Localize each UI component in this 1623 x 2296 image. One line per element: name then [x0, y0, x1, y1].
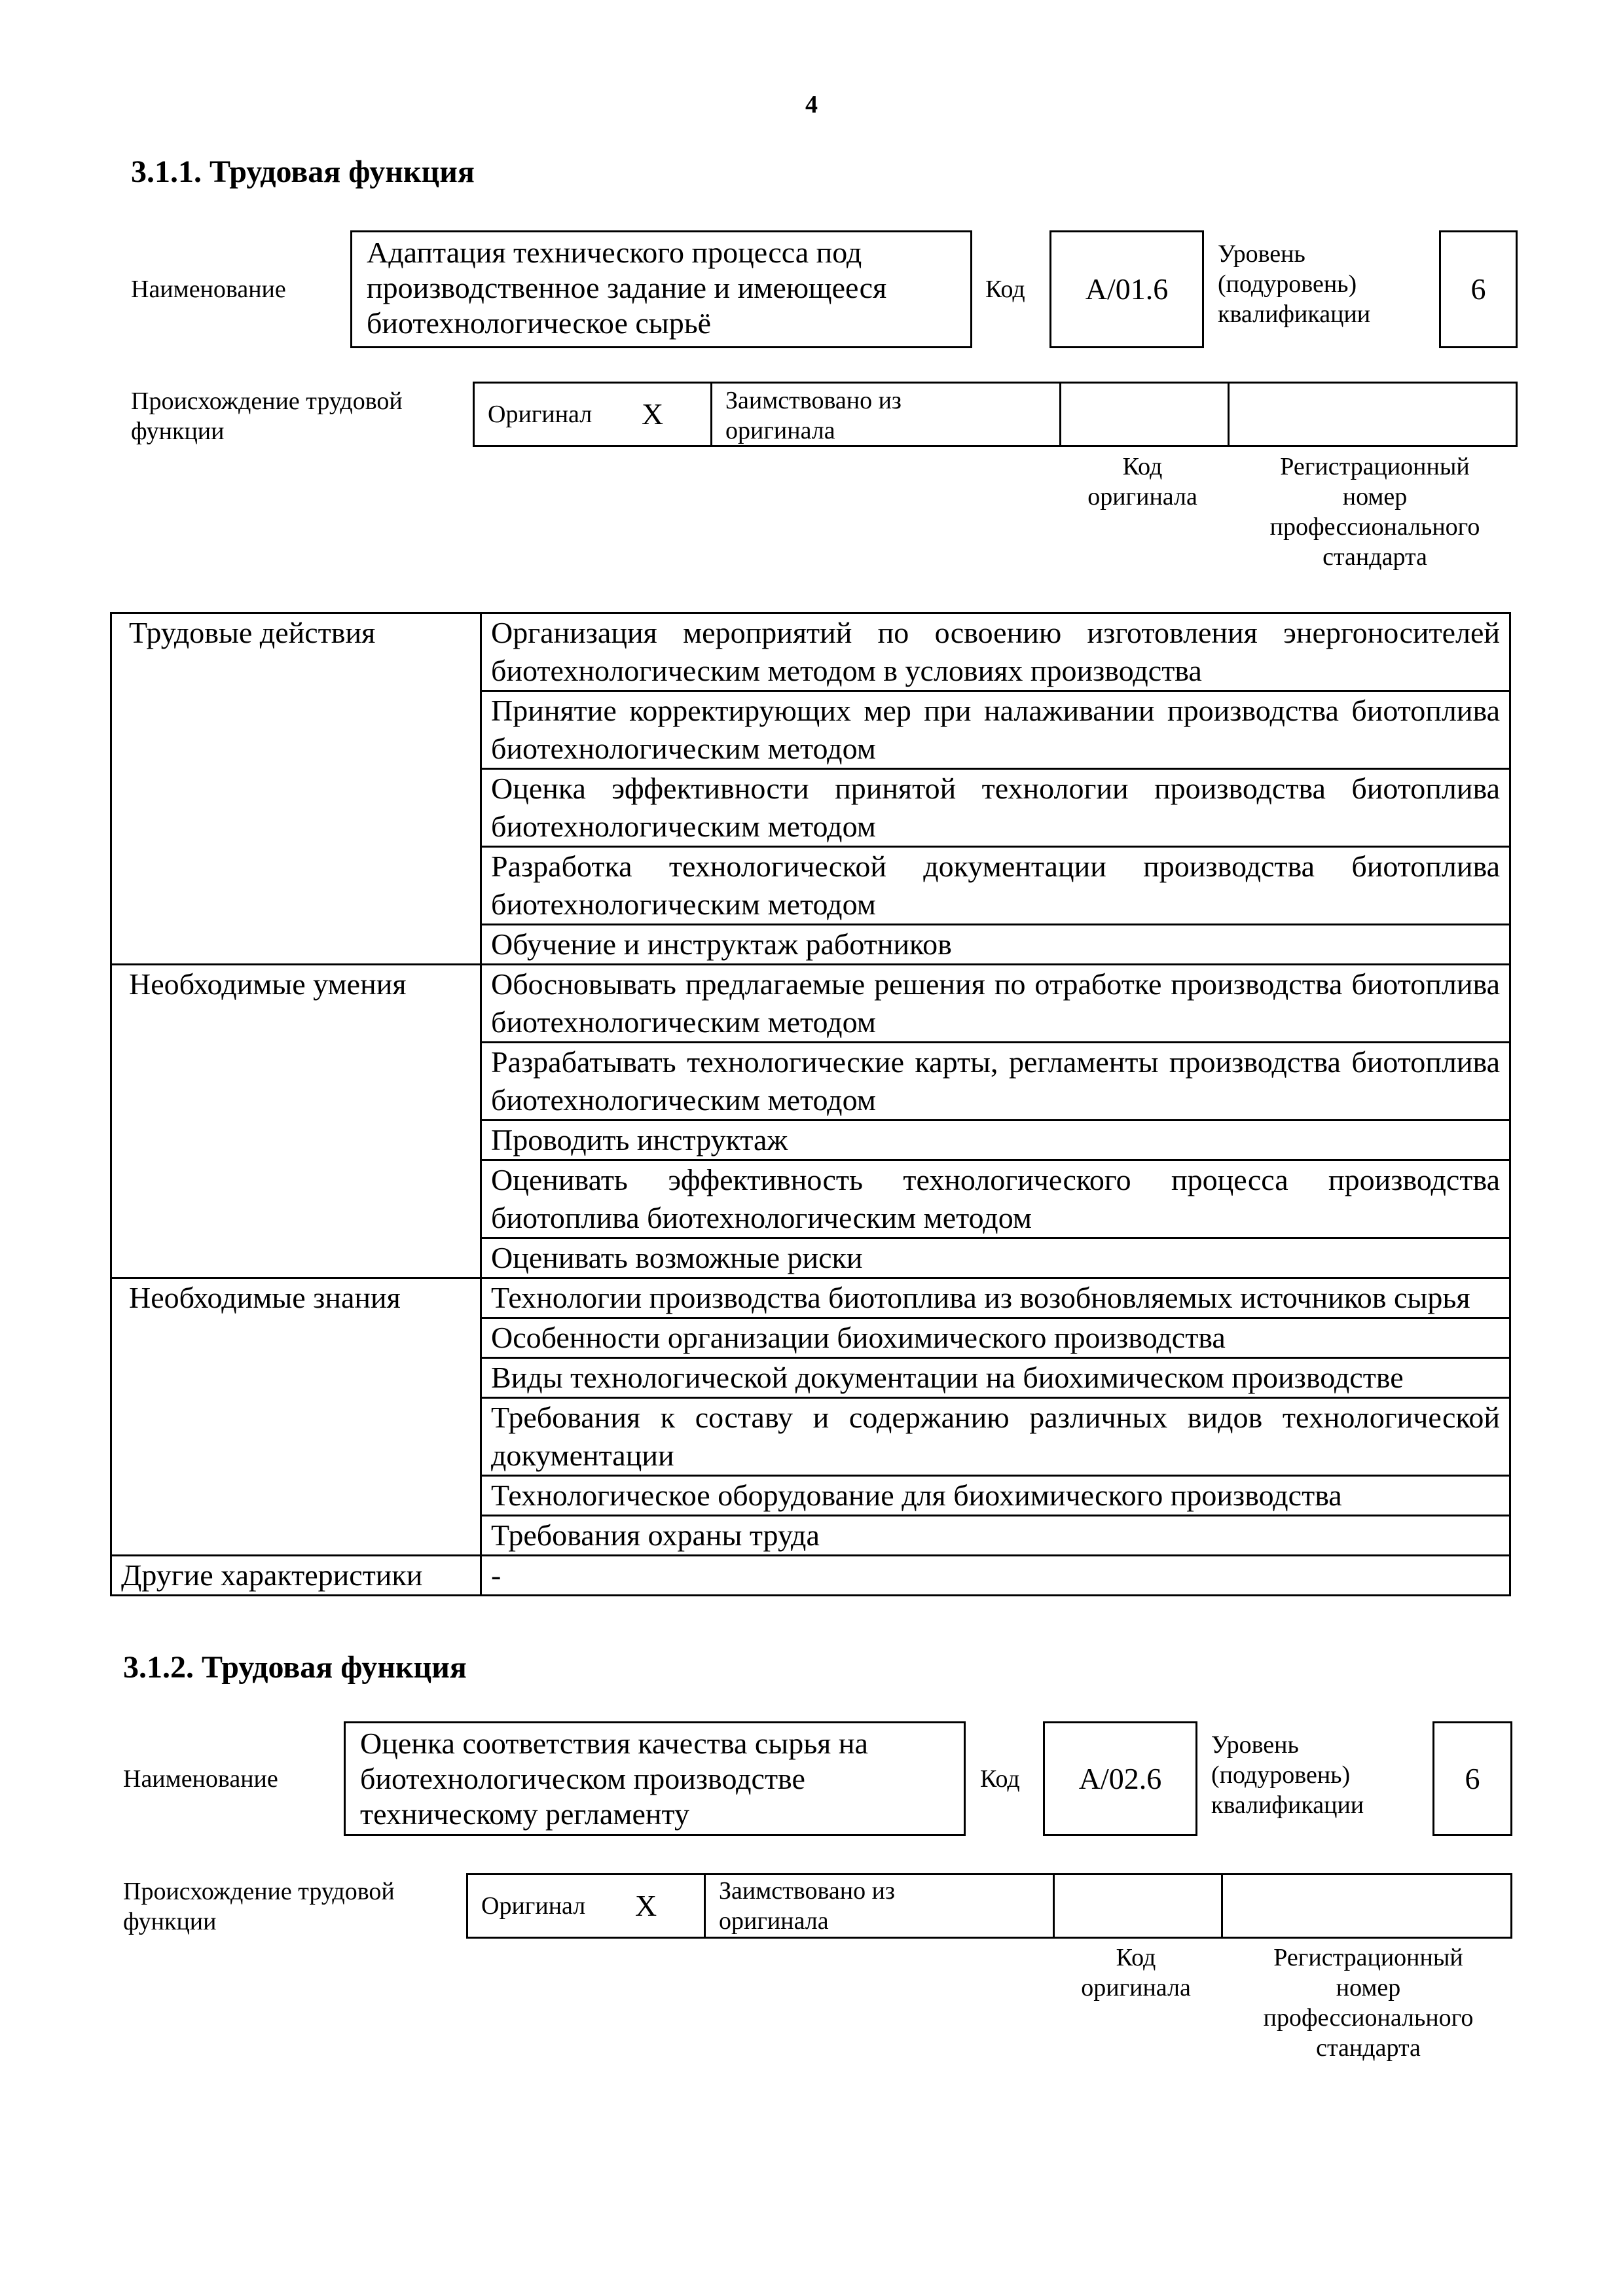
original-label-1: Оригинал	[488, 401, 593, 428]
function-name-box-2	[344, 1721, 966, 1836]
section-heading-2: 3.1.2. Трудовая функция	[123, 1650, 467, 1685]
labor-action-item: Оценка эффективности принятой технологии производства биотоплива биотехнологическим методом	[481, 769, 1510, 847]
labor-action-item: Организация мероприятий по освоению изготовления энергоносителей биотехнологическим методом в условиях производства	[481, 613, 1510, 691]
origin-divider-2b	[1053, 1873, 1055, 1939]
function-name-1: Адаптация технического процесса под производственное задание и имеющееся биотехнологическое сырьё	[367, 236, 887, 340]
code-original-caption-2: Код оригинала	[1081, 1944, 1191, 2001]
original-mark-2: X	[635, 1889, 657, 1922]
skill-item: Проводить инструктаж	[481, 1121, 1510, 1160]
table-row	[111, 613, 1510, 691]
name-label-2: Наименование	[123, 1765, 278, 1793]
origin-divider-1c	[1228, 382, 1230, 447]
function-name-box-1	[350, 230, 972, 348]
reg-number-caption-2: Регистрационный номер профессионального стандарта	[1263, 1944, 1474, 2062]
code-value-box-1	[1049, 230, 1204, 348]
name-label-1: Наименование	[131, 276, 286, 303]
table-row	[111, 965, 1510, 1043]
original-mark-1: X	[642, 397, 664, 431]
origin-label-1: Происхождение трудовой функции	[131, 387, 403, 445]
labor-action-item: Разработка технологической документации производства биотоплива биотехнологическим методом	[481, 847, 1510, 925]
origin-label-2: Происхождение трудовой функции	[123, 1878, 395, 1935]
skill-item: Оценивать эффективность технологического процесса производства биотоплива биотехнологическим методом	[481, 1160, 1510, 1238]
page-number: 4	[805, 91, 818, 118]
reg-number-caption-1: Регистрационный номер профессионального стандарта	[1269, 453, 1480, 571]
knowledge-item: Виды технологической документации на биохимическом производстве	[481, 1358, 1510, 1398]
labor-function-table	[110, 612, 1511, 1596]
knowledge-item: Требования к составу и содержанию различных видов технологической документации	[481, 1398, 1510, 1476]
code-original-caption-1: Код оригинала	[1087, 453, 1197, 511]
knowledge-item: Технологическое оборудование для биохимического производства	[481, 1476, 1510, 1516]
level-value-1: 6	[1470, 272, 1486, 306]
borrowed-label-1: Заимствовано из оригинала	[725, 387, 902, 444]
code-value-1: A/01.6	[1085, 272, 1169, 306]
knowledge-label: Необходимые знания	[111, 1278, 481, 1556]
labor-actions-label: Трудовые действия	[111, 613, 481, 965]
level-value-box-2	[1432, 1721, 1512, 1836]
function-name-2: Оценка соответствия качества сырья на биотехнологическом производстве техническому регламенту	[360, 1727, 868, 1831]
level-value-2: 6	[1465, 1761, 1480, 1795]
skills-label: Необходимые умения	[111, 965, 481, 1278]
original-label-2: Оригинал	[481, 1892, 586, 1920]
knowledge-item: Технологии производства биотоплива из возобновляемых источников сырья	[481, 1278, 1510, 1318]
level-label-1: Уровень (подуровень) квалификации	[1218, 240, 1371, 328]
skill-item: Разрабатывать технологические карты, регламенты производства биотоплива биотехнологическим методом	[481, 1043, 1510, 1121]
origin-row-2	[466, 1873, 1512, 1939]
origin-divider-1a	[710, 382, 712, 447]
knowledge-item: Требования охраны труда	[481, 1516, 1510, 1556]
level-label-2: Уровень (подуровень) квалификации	[1211, 1731, 1364, 1819]
borrowed-label-2: Заимствовано из оригинала	[719, 1877, 895, 1935]
skill-item: Обосновывать предлагаемые решения по отработке производства биотоплива биотехнологическим методом	[481, 965, 1510, 1043]
code-label-2: Код	[980, 1765, 1020, 1793]
labor-action-item: Обучение и инструктаж работников	[481, 925, 1510, 965]
labor-action-item: Принятие корректирующих мер при налаживании производства биотоплива биотехнологическим методом	[481, 691, 1510, 769]
skill-item: Оценивать возможные риски	[481, 1238, 1510, 1278]
section-heading-1: 3.1.1. Трудовая функция	[131, 154, 475, 189]
origin-row-1	[473, 382, 1518, 447]
origin-divider-1b	[1059, 382, 1061, 447]
code-label-1: Код	[985, 276, 1025, 303]
table-row	[111, 1278, 1510, 1318]
knowledge-item: Особенности организации биохимического производства	[481, 1318, 1510, 1358]
origin-divider-2a	[704, 1873, 706, 1939]
origin-divider-2c	[1221, 1873, 1223, 1939]
other-value: -	[481, 1556, 1510, 1596]
level-value-box-1	[1439, 230, 1518, 348]
other-label: Другие характеристики	[111, 1556, 481, 1596]
code-value-2: A/02.6	[1078, 1761, 1162, 1795]
table-row	[111, 1556, 1510, 1596]
code-value-box-2	[1043, 1721, 1197, 1836]
